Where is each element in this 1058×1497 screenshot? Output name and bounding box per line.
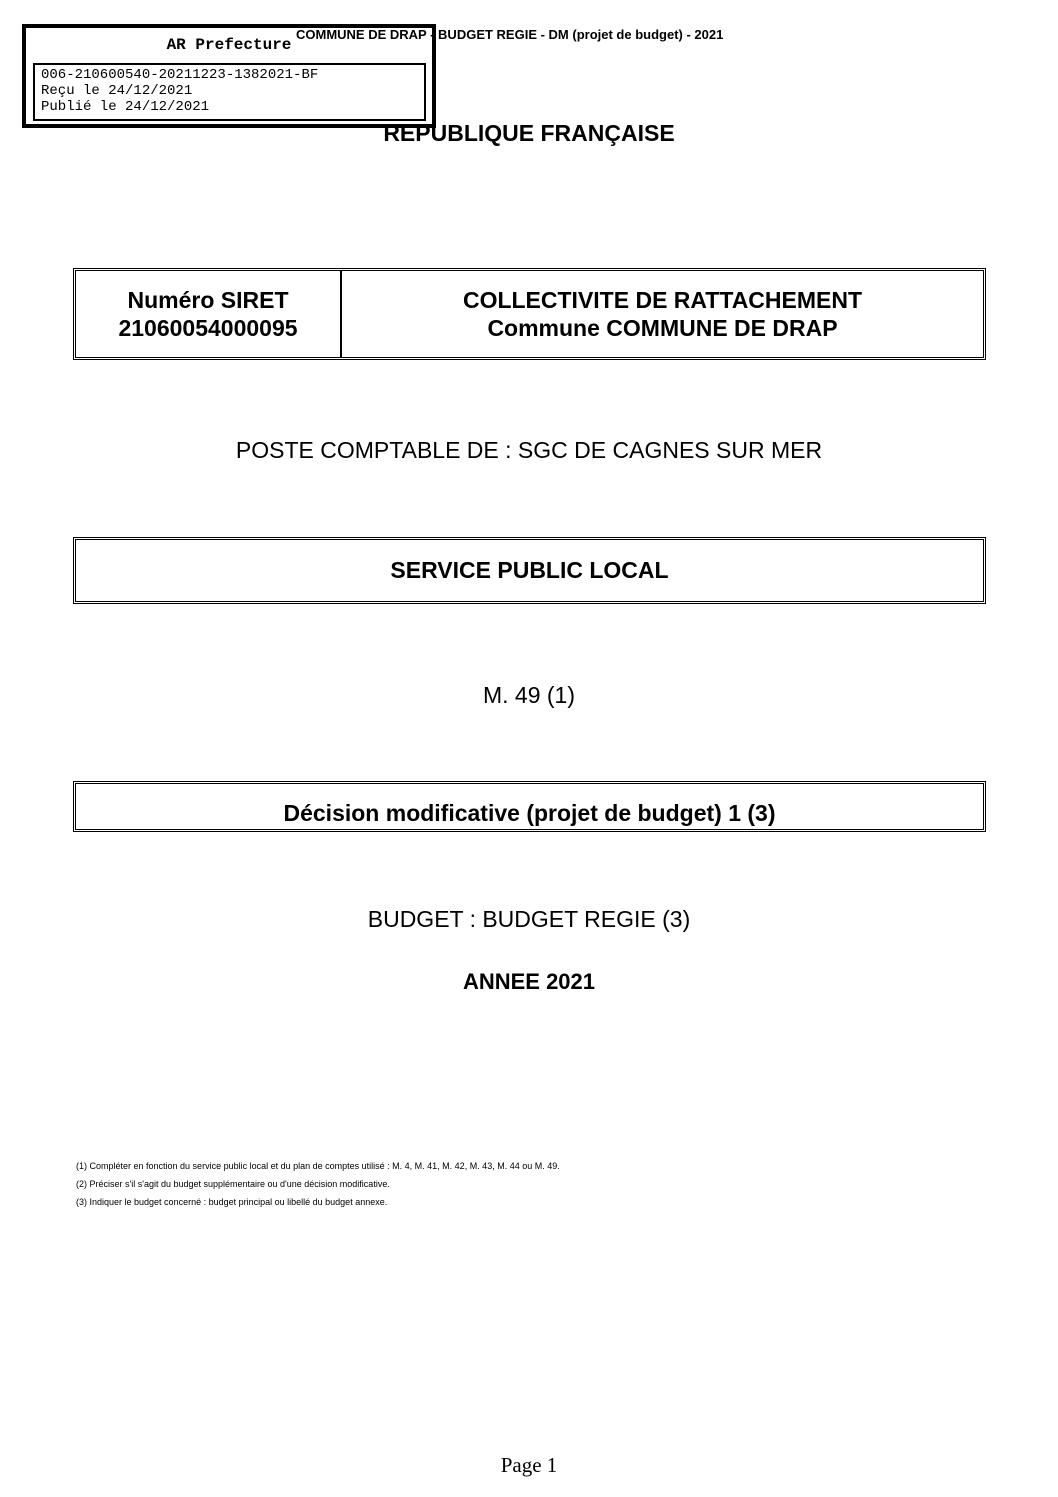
footnote-2: (2) Préciser s'il s'agit du budget supplémentaire ou d'une décision modificative. (76, 1179, 390, 1189)
decision-label: Décision modificative (projet de budget) 1 (3) (283, 800, 776, 826)
siret-cell (76, 271, 342, 357)
collectivite-label: COLLECTIVITE DE RATTACHEMENT (462, 287, 863, 313)
stamp-published-date: Publié le 24/12/2021 (41, 99, 210, 115)
stamp-reference: 006-210600540-20211223-1382021-BF (41, 67, 319, 83)
republique-title: REPUBLIQUE FRANÇAISE (383, 120, 675, 146)
document-header: COMMUNE DE DRAP - BUDGET REGIE - DM (projet de budget) - 2021 (296, 27, 724, 42)
siret-box (73, 268, 986, 360)
budget-label: BUDGET : BUDGET REGIE (3) (367, 906, 691, 932)
siret-label: Numéro SIRET (127, 287, 289, 313)
poste-comptable: POSTE COMPTABLE DE : SGC DE CAGNES SUR MER (235, 437, 823, 463)
footnote-1: (1) Compléter en fonction du service public local et du plan de comptes utilisé : M. 4, M. 41, M. 42, M. 43, M. 44 ou M. 49. (76, 1161, 560, 1171)
stamp-received-date: Reçu le 24/12/2021 (41, 83, 193, 99)
stamp-title: AR Prefecture (166, 36, 292, 54)
annee-label: ANNEE 2021 (462, 969, 596, 994)
footnote-3: (3) Indiquer le budget concerné : budget principal ou libellé du budget annexe. (76, 1197, 388, 1207)
service-public-box (73, 537, 986, 604)
nomenclature: M. 49 (1) (482, 682, 576, 708)
siret-number: 21060054000095 (118, 315, 298, 341)
stamp-details (33, 63, 426, 121)
footnotes (76, 1157, 560, 1211)
page-number: Page 1 (500, 1453, 558, 1477)
collectivite-cell (342, 271, 983, 357)
decision-box (73, 781, 986, 832)
collectivite-name: Commune COMMUNE DE DRAP (487, 315, 838, 341)
service-public-label: SERVICE PUBLIC LOCAL (390, 557, 669, 583)
